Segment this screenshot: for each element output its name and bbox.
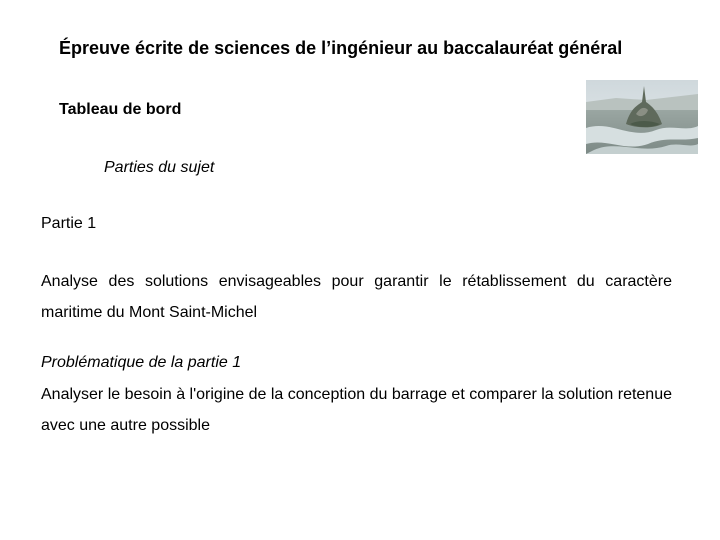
part-description: Analyse des solutions envisageables pour garantir le rétablissement du caractère maritime du Mont Saint-Michel <box>41 273 672 321</box>
problem-title: Problématique de la partie 1 <box>41 354 242 371</box>
mont-saint-michel-photo <box>586 80 698 154</box>
parts-link[interactable]: Parties du sujet <box>104 159 215 176</box>
page-title: Épreuve écrite de sciences de l’ingénieur au baccalauréat général <box>59 38 623 58</box>
part-label: Partie 1 <box>41 215 97 232</box>
problem-text: Analyser le besoin à l'origine de la conception du barrage et comparer la solution retenue avec une autre possible <box>41 386 672 434</box>
dashboard-heading: Tableau de bord <box>59 101 182 118</box>
